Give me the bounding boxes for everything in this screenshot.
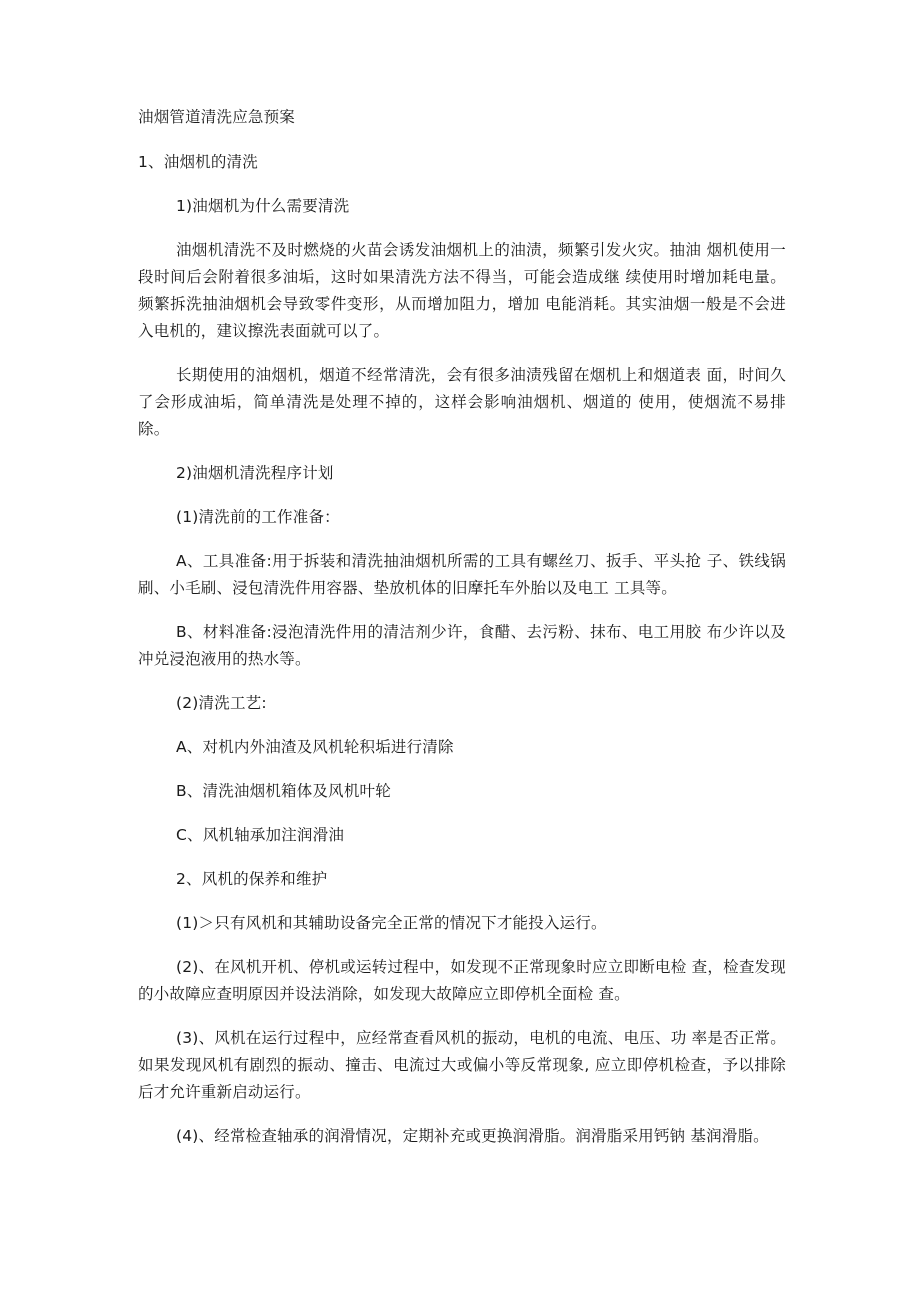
document-title: 油烟管道清洗应急预案 [138, 108, 296, 126]
paragraph: C、风机轴承加注润滑油 [176, 826, 345, 844]
paragraph: (1)清洗前的工作准备： [176, 508, 340, 526]
paragraph: 1)油烟机为什么需要清洗 [176, 197, 350, 215]
paragraph: (2)、在风机开机、停机或运转过程中，如发现不正常现象时应立即断电检 查，检查发现的小故障应查明原因并设法消除，如发现大故障应立即停机全面检 查。 [138, 958, 786, 1003]
paragraph: B、材料准备:浸泡清洗件用的清洁剂少许，食醋、去污粉、抹布、电工用胶 布少许以及冲兑浸泡液用的热水等。 [138, 623, 786, 668]
paragraph: (4)、经常检查轴承的润滑情况，定期补充或更换润滑脂。润滑脂采用钙钠 基润滑脂。 [176, 1127, 769, 1145]
paragraph: 1、油烟机的清洗 [138, 153, 258, 171]
paragraph: (3)、风机在运行过程中，应经常查看风机的振动，电机的电流、电压、功 率是否正常。如果发现风机有剧烈的振动、撞击、电流过大或偏小等反常现象, 应立即停机检查，予以排除后才允许重新启动运行。 [138, 1029, 786, 1101]
paragraph: A、工具准备:用于拆装和清洗抽油烟机所需的工具有螺丝刀、扳手、平头抢 子、铁线锅刷、小毛刷、浸包清洗件用容器、垫放机体的旧摩托车外胎以及电工 工具等。 [138, 552, 786, 597]
paragraph: A、对机内外油渣及风机轮积垢进行清除 [176, 738, 454, 756]
paragraph: 油烟机清洗不及时燃烧的火苗会诱发油烟机上的油渍，频繁引发火灾。抽油 烟机使用一段时间后会附着很多油垢，这时如果清洗方法不得当，可能会造成继 续使用时增加耗电量。频繁拆洗抽油烟机会导致零件变形，从而增加阻力，增加 电能消耗。其实油烟一般是不会进入电机的，建议擦洗表面就可以了。 [138, 241, 786, 340]
paragraph: (1)＞只有风机和其辅助设备完全正常的情况下才能投入运行。 [176, 914, 607, 932]
paragraph: 2、风机的保养和维护 [176, 870, 328, 888]
paragraph: (2)清洗工艺: [176, 694, 267, 712]
paragraph: 2)油烟机清洗程序计划 [176, 464, 334, 482]
document-body [138, 104, 786, 1167]
paragraph: B、清洗油烟机箱体及风机叶轮 [176, 782, 391, 800]
paragraph: 长期使用的油烟机，烟道不经常清洗，会有很多油渍残留在烟机上和烟道表 面，时间久了会形成油垢，简单清洗是处理不掉的，这样会影响油烟机、烟道的 使用，使烟流不易排除。 [138, 366, 786, 438]
